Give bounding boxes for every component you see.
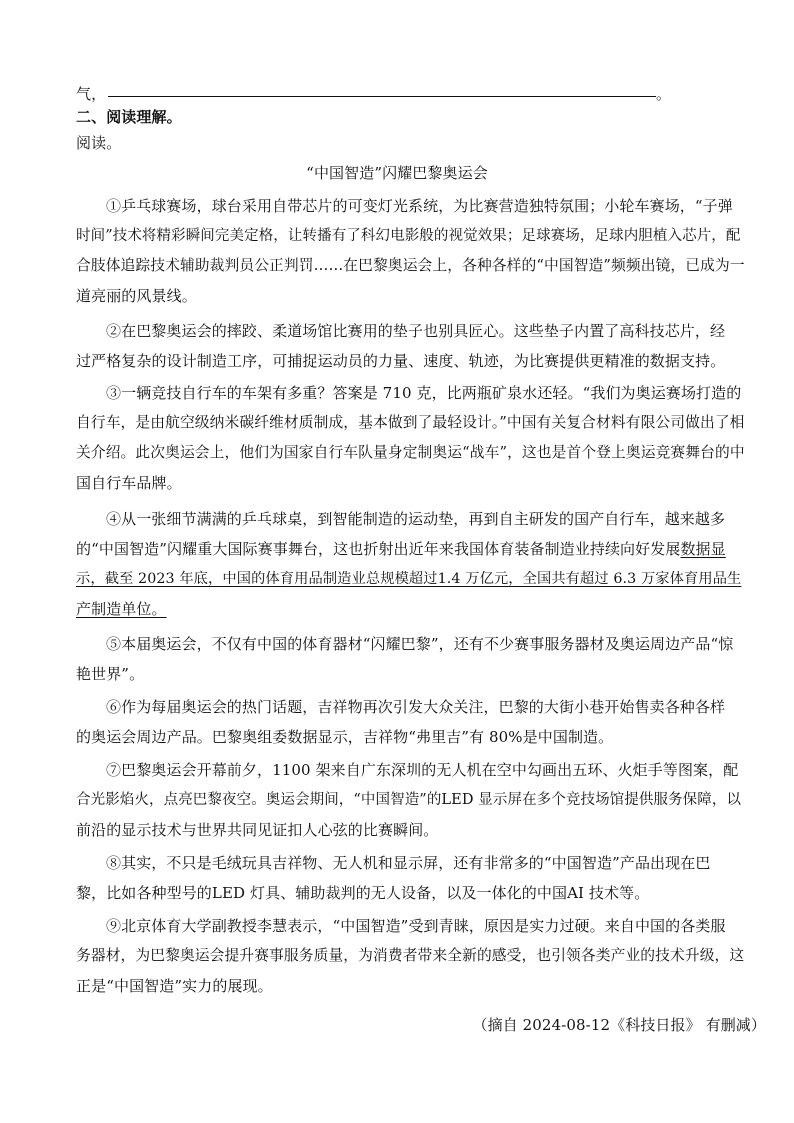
paragraph-line: ③一辆竞技自行车的车架有多重？答案是 710 克，比两瓶矿泉水还轻。“我们为奥运赛场打造的 bbox=[106, 384, 742, 402]
underlined-line: 示，截至 2023 年底，中国的体育用品制造业总规模超过1.4 万亿元，全国共有超过 6.3 万家体育用品生 bbox=[76, 571, 742, 587]
paragraph-line: ⑥作为每届奥运会的热门话题，吉祥物再次引发大众关注，巴黎的大街小巷开始售卖各种各样 bbox=[106, 698, 726, 716]
fill-in-prefix: 气， bbox=[76, 85, 107, 103]
paragraph-line: ⑧其实，不只是毛绒玩具吉祥物、无人机和显示屏，还有非常多的“中国智造”产品出现在巴 bbox=[106, 854, 711, 872]
answer-blank[interactable] bbox=[108, 96, 656, 97]
article-source: （摘自 2024-08-12《科技日报》 有删减） bbox=[472, 1016, 766, 1034]
paragraph-line: 合肢体追踪技术辅助裁判员公正判罚……在巴黎奥运会上，各种各样的“中国智造”频频出镜，已成为一 bbox=[76, 257, 745, 274]
fill-in-line bbox=[76, 84, 746, 104]
paragraph-line: ⑨北京体育大学副教授李慧表示，“中国智造”受到青睐，原因是实力过硬。来自中国的各类服 bbox=[106, 917, 726, 935]
paragraph-line: 道亮丽的风景线。 bbox=[76, 287, 197, 305]
underlined-text: 数据显 bbox=[680, 540, 726, 558]
paragraph-line: ⑤本届奥运会，不仅有中国的体育器材“闪耀巴黎”，还有不少赛事服务器材及奥运周边产品“惊 bbox=[106, 635, 734, 653]
paragraph-line bbox=[76, 539, 746, 559]
paragraph-text: 的“中国智造”闪耀重大国际赛事舞台，这也折射出近年来我国体育装备制造业持续向好发展 bbox=[76, 540, 681, 558]
section-instruction: 阅读。 bbox=[76, 134, 122, 152]
paragraph-line: 过严格复杂的设计制造工序，可捕捉运动员的力量、速度、轨迹，为比赛提供更精准的数据支持。 bbox=[76, 352, 726, 370]
paragraph-line: ⑦巴黎奥运会开幕前夕，1100 架来自广东深圳的无人机在空中勾画出五环、火炬手等图案，配 bbox=[106, 761, 739, 779]
paragraph-line: 务器材，为巴黎奥运会提升赛事服务质量，为消费者带来全新的感受，也引领各类产业的技术升级，这 bbox=[76, 947, 745, 964]
paragraph-line: 前沿的显示技术与世界共同见证扣人心弦的比赛瞬间。 bbox=[76, 821, 439, 839]
paragraph-line: 正是“中国智造”实力的展现。 bbox=[76, 977, 273, 995]
paragraph-line: 时间”技术将精彩瞬间完美定格，让转播有了科幻电影般的视觉效果；足球赛场，足球内胆植入芯片，配 bbox=[76, 228, 741, 244]
paragraph-line: ①乒乓球赛场，球台采用自带芯片的可变灯光系统，为比赛营造独特氛围；小轮车赛场，“子弹 bbox=[106, 197, 733, 215]
paragraph-line: 黎，比如各种型号的LED 灯具、辅助裁判的无人设备，以及一体化的中国AI 技术等。 bbox=[76, 884, 650, 902]
fill-in-suffix: 。 bbox=[656, 85, 672, 103]
paragraph-line: 艳世界”。 bbox=[76, 665, 145, 683]
paragraph-line: 国自行车品牌。 bbox=[76, 474, 182, 492]
paragraph-line: 关介绍。此次奥运会上，他们为国家自行车队量身定制奥运“战车”，这也是首个登上奥运竞赛舞台的中 bbox=[76, 444, 745, 461]
article-title: “中国智造”闪耀巴黎奥运会 bbox=[306, 164, 488, 182]
paragraph-line: 的奥运会周边产品。巴黎奥组委数据显示，吉祥物“弗里吉”有 80%是中国制造。 bbox=[76, 728, 614, 746]
paragraph-line: 自行车，是由航空级纳米碳纤维材质制成，基本做到了最轻设计。”中国有关复合材料有限公司做出了相 bbox=[76, 414, 745, 431]
underlined-line: 产制造单位。 bbox=[76, 600, 167, 618]
paragraph-line: ④从一张细节满满的乒乓球桌，到智能制造的运动垫，再到自主研发的国产自行车，越来越多 bbox=[106, 510, 726, 528]
paragraph-line: ②在巴黎奥运会的摔跤、柔道场馆比赛用的垫子也别具匠心。这些垫子内置了高科技芯片，经 bbox=[106, 322, 726, 340]
paragraph-line: 合光影焰火，点亮巴黎夜空。奥运会期间，“中国智造”的LED 显示屏在多个竞技场馆提供服务保障，以 bbox=[76, 792, 742, 808]
section-heading: 二、阅读理解。 bbox=[76, 108, 182, 126]
